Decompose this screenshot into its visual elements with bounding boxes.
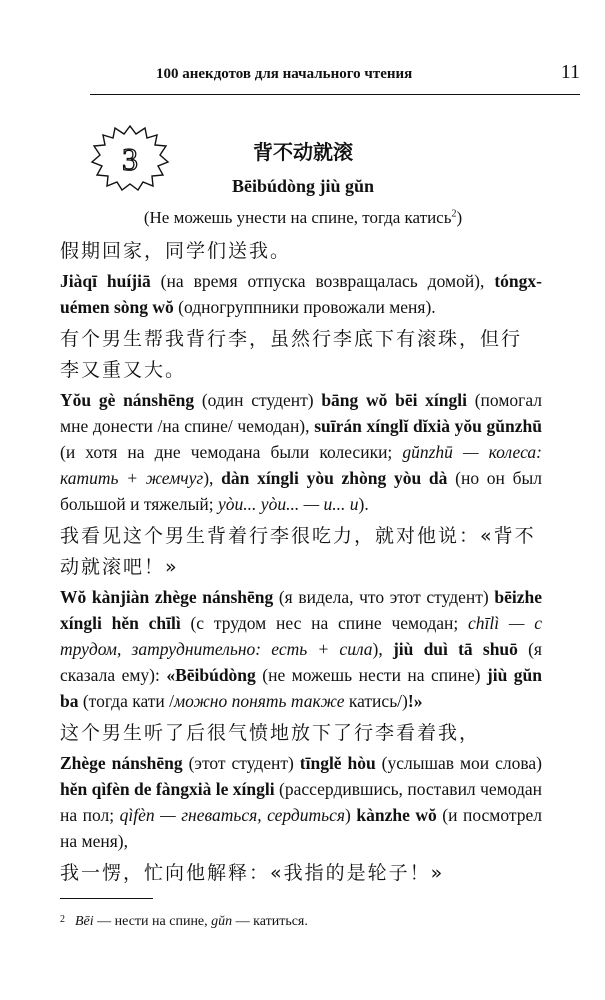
annotated-translation: Yŏu gè nánshēng (один студент) bāng wŏ bēi xíngli (помогал мне донести /на спине/ чемодан), suīrán xínglĭ dĭxià yŏu gŭnzhū (и хотя на дне чемодана были колесики; gŭnzhū — колеса: катить + жемчуг), dàn xíngli yòu zhòng yòu dà (но он был большой и тяжелый; yòu... yòu... — и... и). [60,390,543,514]
paragraph-5 [60,858,542,889]
story-number: 3 [122,141,138,177]
story-title-pinyin: Bēibúdòng jiù gŭn [231,176,375,196]
chinese-sentence: 我一愣，忙向他解释：«我指的是轮子！» [60,862,445,884]
page-number: 11 [560,61,580,83]
paragraph-1 [60,236,542,320]
footnote-mark: 2 [60,914,65,925]
chinese-sentence: 这个男生听了后很气愤地放下了行李看着我， [60,722,481,744]
annotated-translation: Wŏ kànjiàn zhège nánshēng (я видела, что этот студент) bēizhe xíngli hěn chīlì (с трудом нес на спине чемодан; chīlì — с трудом, затруднительно: есть + сила), jiù duì tā shuō (я сказала ему): «Bēibúdòng (не можешь нести на спине) jiù gŭn ba (тогда кати /можно понять также катись/)!» [60,587,543,711]
book-title: 100 анекдотов для начального чтения [156,66,413,82]
story-title-translation: (Не можешь унести на спине, тогда катись$^2$) [143,208,463,227]
chinese-sentence: 有个男生帮我背行李，虽然行李底下有滚珠，但行李又重又大。 [60,328,523,381]
footnote: $^2$ Bēi — нести на спине, gŭn — катиться. [60,914,308,929]
story-body [60,236,542,892]
annotated-translation: Jiàqī huíjiā (на время отпуска возвращалась домой), tóngxuémen sòng wŏ (одногруппники провожали меня). [60,271,542,317]
running-header [90,60,580,95]
paragraph-3 [60,521,542,714]
paragraph-4 [60,718,542,854]
chinese-sentence: 假期回家，同学们送我。 [60,240,292,262]
paragraph-2 [60,324,542,517]
footnote-ref: 2 [451,208,457,220]
annotated-translation: Zhège nánshēng (этот студент) tīnglě hòu (услышав мои слова) hěn qìfèn de fàngxià le xíngli (рассердившись, поставил чемодан на пол; qìfèn — гневаться, сердиться) kànzhe wŏ (и посмотрел на меня), [60,753,543,851]
chinese-sentence: 我看见这个男生背着行李很吃力，就对他说：«背不动就滚吧！» [60,525,536,578]
story-title-chinese: 背不动就滚 [253,140,353,164]
footnote-divider [60,898,153,899]
